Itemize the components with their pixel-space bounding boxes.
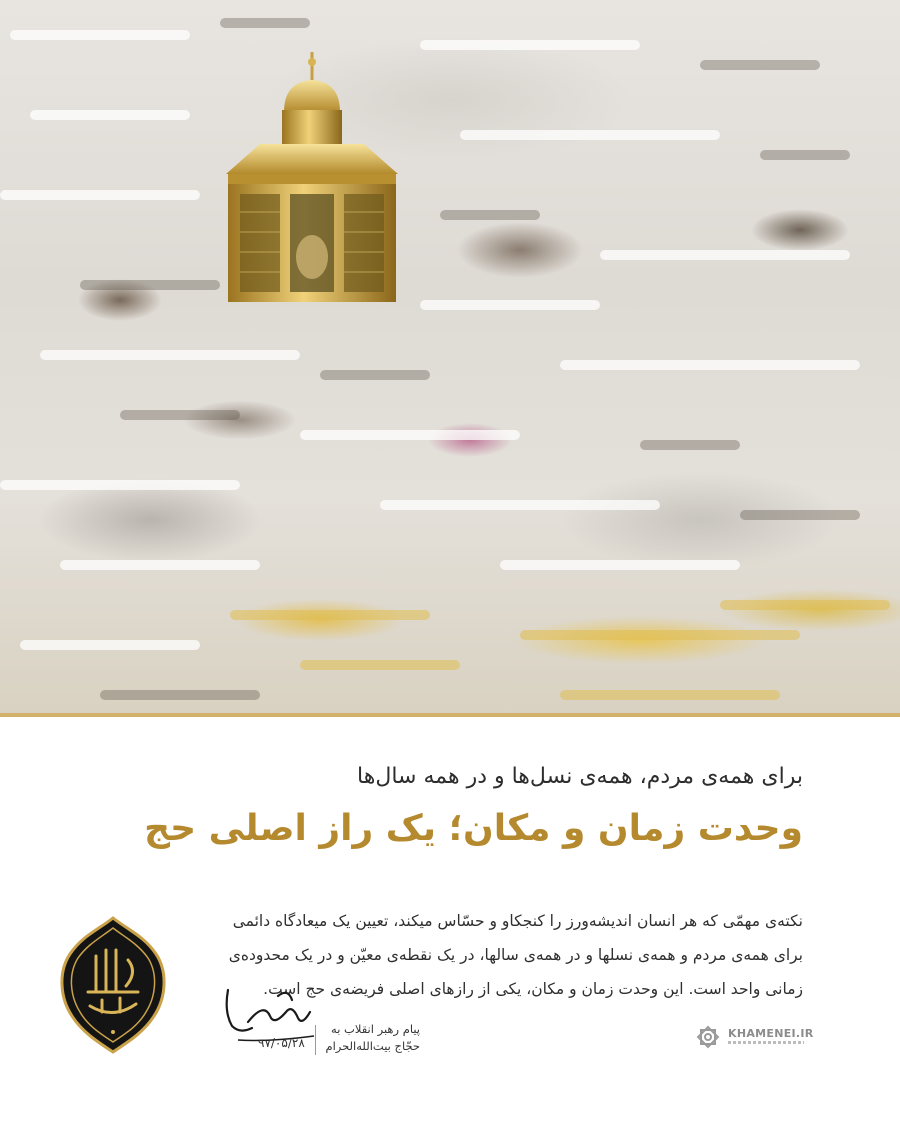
signature-icon	[218, 982, 318, 1042]
maqam-ibrahim-icon	[222, 52, 402, 307]
quote-line: برای همه‌ی مردم و همه‌ی نسلها و در همه‌ی سالها، در یک نقطه‌ی معیّن و در یک محدوده‌ی	[228, 946, 803, 964]
source-recipient: حجّاج بیت‌الله‌الحرام	[325, 1039, 420, 1053]
source-label: پیام رهبر انقلاب به	[331, 1022, 420, 1036]
site-name: KHAMENEI.IR	[728, 1027, 814, 1040]
subtitle: برای همه‌ی مردم، همه‌ی نسل‌ها و در همه سال‌ها	[357, 764, 803, 789]
knot-logo-icon	[696, 1025, 720, 1049]
quote-line: زمانی واحد است. این وحدت زمان و مکان، یکی از رازهای اصلی فریضه‌ی حج است.	[263, 980, 803, 998]
message-date: ۹۷/۰۵/۲۸	[258, 1036, 305, 1050]
quote-line: نکته‌ی مهمّی که هر انسان اندیشه‌ورز را کنجکاو و حسّاس میکند، تعیین یک میعادگاه دائمی	[232, 912, 803, 930]
allahu-akbar-emblem-icon	[58, 916, 168, 1054]
gold-divider	[0, 713, 900, 717]
site-tagline-decoration	[728, 1041, 804, 1044]
page-title: وحدت زمان و مکان؛ یک راز اصلی حج	[144, 808, 803, 849]
divider	[315, 1025, 316, 1055]
